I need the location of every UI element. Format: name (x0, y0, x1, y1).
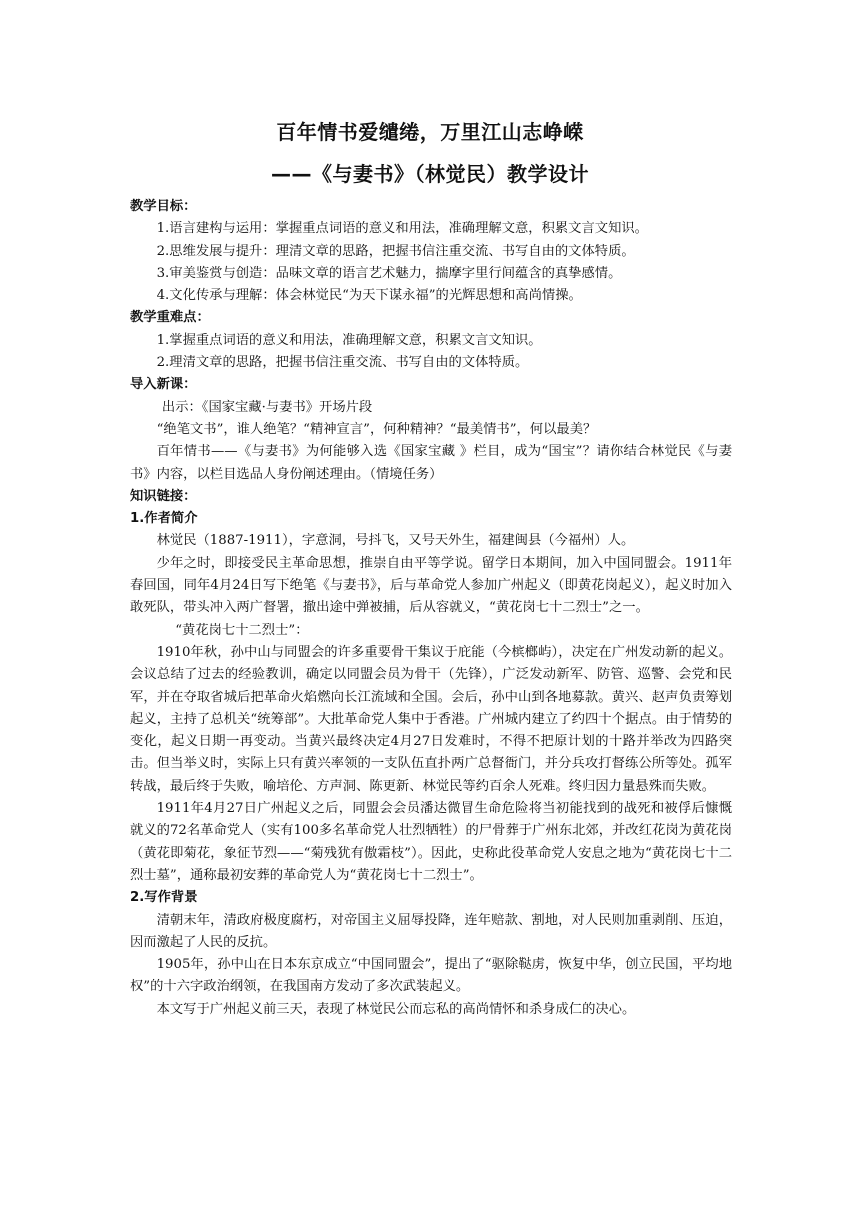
goal-item-3: 3.审美鉴赏与创造：品味文章的语言艺术魅力，揣摩字里行间蕴含的真挚感情。 (156, 265, 622, 281)
keypoint-item-2: 2.理清文章的思路，把握书信注重交流、书写自由的文体特质。 (156, 355, 529, 371)
author-paragraph-1: 林觉民（1887-1911），字意洞，号抖飞，又号天外生，福建闽县（今福州）人。 (156, 533, 635, 549)
martyrs-subheading: “黄花岗七十二烈士”： (175, 622, 309, 638)
intro-task: 百年情书——《与妻书》为何能够入选《国家宝藏 》栏目，成为“国宝”？请你结合林觉民《与妻书》内容，以栏目选品人身份阐述理由。（情境任务） (130, 444, 732, 482)
intro-show: 出示：《国家宝藏·与妻书》开场片段 (161, 399, 373, 415)
intro-questions: “绝笔文书”，谁人绝笔？“精神宣言”，何种精神？“最美情书”，何以最美？ (156, 421, 597, 437)
author-paragraph-2: 少年之时，即接受民主革命思想，推崇自由平等学说。留学日本期间，加入中国同盟会。1911年春回国，同年4月24日写下绝笔《与妻书》，后与革命党人参加广州起义（即黄花岗起义），起义时加入敢死队，带头冲入两广督署，撤出途中弹被捕，后从容就义，“黄花岗七十二烈士”之一。 (130, 555, 732, 616)
subsection-heading-background: 2.写作背景 (130, 890, 198, 906)
sub-title: ——《与妻书》（林觉民）教学设计 (271, 162, 589, 186)
section-heading-goals: 教学目标： (130, 199, 197, 214)
background-paragraph-2: 1905年，孙中山在日本东京成立“中国同盟会”，提出了“驱除鞑虏，恢复中华，创立民国，平均地权”的十六字政治纲领，在我国南方发动了多次武装起义。 (130, 957, 732, 995)
subsection-heading-author: 1.作者简介 (130, 511, 198, 527)
martyrs-paragraph-1: 1910年秋，孙中山与同盟会的许多重要骨干集议于庇能（今槟榔屿），决定在广州发动新的起义。会议总结了过去的经验教训，确定以同盟会员为骨干（先锋），广泛发动新军、防管、巡警、会党和民军，并在夺取省城后把革命火焰燃向长江流域和全国。会后，孙中山到各地募款。黄兴、赵声负责筹划起义，主持了总机关“统筹部”。大批革命党人集中于香港。广州城内建立了约四十个据点。由于情势的变化，起义日期一再变动。当黄兴最终决定4月27日发难时，不得不把原计划的十路并举改为四路突击。但当举义时，实际上只有黄兴率领的一支队伍直扑两广总督衙门，并分兵攻打督练公所等处。孤军转战，最后终于失败，喻培伦、方声洞、陈更新、林觉民等约百余人死难。终归因力量悬殊而失败。 (130, 644, 732, 794)
section-heading-keypoints: 教学重难点： (130, 310, 210, 326)
section-heading-intro: 导入新课： (130, 377, 197, 393)
background-paragraph-3: 本文写于广州起义前三天，表现了林觉民公而忘私的高尚情怀和杀身成仁的决心。 (156, 1001, 636, 1017)
document-body (130, 196, 732, 1021)
goal-item-1: 1.语言建构与运用：掌握重点词语的意义和用法，准确理解文意，积累文言文知识。 (156, 221, 648, 237)
goal-item-4: 4.文化传承与理解：体会林觉民“为天下谋永福”的光辉思想和高尚情操。 (156, 288, 582, 304)
keypoint-item-1: 1.掌握重点词语的意义和用法，准确理解文意，积累文言文知识。 (156, 332, 542, 348)
section-heading-knowledge: 知识链接： (130, 488, 197, 504)
martyrs-paragraph-2: 1911年4月27日广州起义之后，同盟会会员潘达微冒生命危险将当初能找到的战死和被俘后慷慨就义的72名革命党人（实有100多名革命党人壮烈牺牲）的尸骨葬于广州东北郊，并改红花岗为黄花岗（黄花即菊花，象征节烈——“菊残犹有傲霜枝”）。因此，史称此役革命党人安息之地为“黄花岗七十二烈士墓”，通称最初安葬的革命党人为“黄花岗七十二烈士”。 (130, 801, 732, 883)
background-paragraph-1: 清朝末年，清政府极度腐朽，对帝国主义屈辱投降，连年赔款、割地，对人民则加重剥削、压迫，因而激起了人民的反抗。 (130, 912, 732, 950)
goal-item-2: 2.思维发展与提升：理清文章的思路，把握书信注重交流、书写自由的文体特质。 (156, 243, 635, 259)
main-title: 百年情书爱缱绻，万里江山志峥嵘 (276, 120, 584, 144)
